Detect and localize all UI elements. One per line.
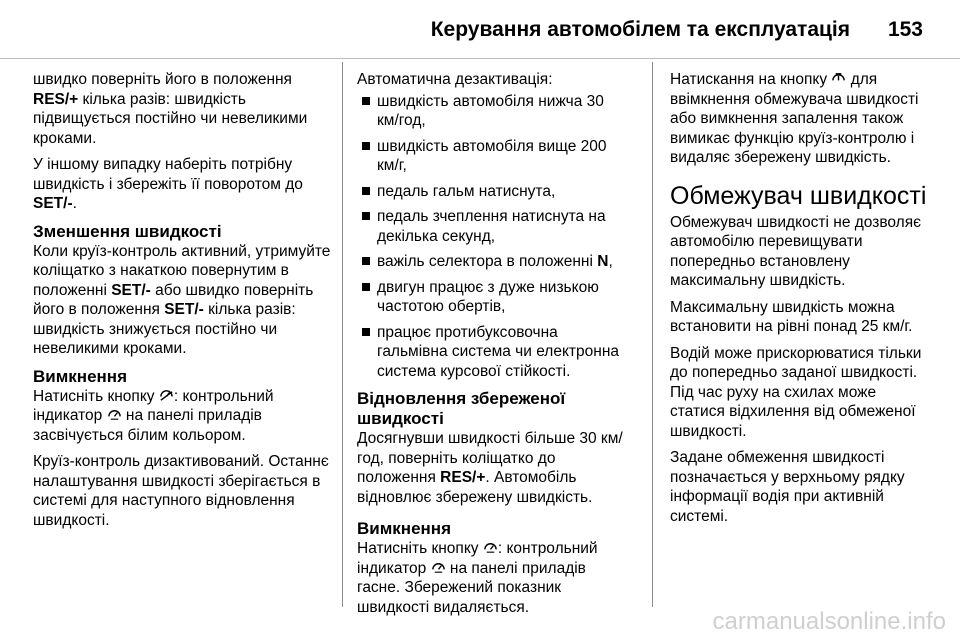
column-1 [33,70,333,537]
paragraph-restore-speed: Досягнувши швидкості більше 30 км/год, поверніть коліщатко до положення RES/+. Автомобіль відновлює збережену швидкість. [357,430,623,506]
paragraph-switch-off-2: Натисніть кнопку : контрольний індикатор на панелі приладів гасне. Збережений показник швидкості видаляється. [357,540,598,616]
heading-restore-speed: Відновлення збереженої швидкості [357,389,566,428]
paragraph-limiter-accelerate: Водій може прискорюватися тільки до попередньо заданої швидкості. Під час руху на схилах може статися відхилення від обмеженої швидкості. [670,344,922,440]
heading-switch-off: Вимкнення [33,366,127,386]
speed-limiter-button-icon [831,71,846,86]
paragraph-deactivated: Круїз-контроль дизактивований. Останнє налаштування швидкості зберігається в системі для наступного відновлення швидкості. [33,453,329,529]
heading-decrease-speed: Зменшення швидкості [33,221,222,241]
column-3 [670,70,932,533]
list-item: важіль селектора в положенні N, [357,252,627,272]
column-divider-1 [342,62,343,607]
paragraph-resume-step: швидко поверніть його в положення RES/+ кілька разів: швидкість підвищується постійно чи невеликими кроками. [33,71,308,147]
column-2 [357,70,627,624]
list-item: педаль зчеплення натиснута на декілька секунд, [357,207,627,246]
list-item: швидкість автомобіля нижча 30 км/год, [357,92,627,131]
list-item: педаль гальм натиснута, [357,182,627,202]
header-title: Керування автомобілем та експлуатація [430,18,850,41]
paragraph-limiter-intro: Обмежувач швидкості не дозволяє автомобілю перевищувати попередньо встановлену максимальну швидкість. [670,213,922,289]
deactivation-conditions-list [357,92,627,382]
header-divider [0,58,960,59]
cruise-off-button-icon [159,388,174,403]
watermark: carmanualsonline.info [712,608,946,635]
list-item: працює протибуксовочна гальмівна система чи електронна система курсової стійкості. [357,323,627,382]
paragraph-store-speed: У іншому випадку наберіть потрібну швидкість і збережіть її поворотом до SET/-. [33,156,303,212]
paragraph-limiter-max: Максимальну швидкість можна встановити на рівні понад 25 км/г. [670,298,913,335]
column-divider-2 [652,62,653,607]
page-header [0,0,960,58]
paragraph-limiter-button: Натискання на кнопку для ввімкнення обмежувача швидкості або вимкнення запалення також вимикає функцію круїз-контролю і видаляє збережену швидкість. [670,71,919,166]
list-item: двигун працює з дуже низькою частотою обертів, [357,278,627,317]
heading-switch-off-2: Вимкнення [357,519,451,538]
paragraph-limiter-display: Задане обмеження швидкості позначається у верхньому рядку інформації водія при активній системі. [670,449,905,525]
page-number: 153 [887,18,923,41]
cruise-control-indicator-icon [483,540,498,555]
list-item: швидкість автомобіля вище 200 км/г, [357,137,627,176]
paragraph-decrease-speed: Коли круїз-контроль активний, утримуйте коліщатко з накаткою повернутим в положенні SET/- або швидко поверніть його в положення SET/- кілька разів: швидкість знижується постійно чи невеликими кроками. [33,242,331,357]
cruise-control-indicator-icon [431,560,446,575]
paragraph-auto-deactivation: Автоматична дезактивація: [357,71,553,88]
heading-speed-limiter: Обмежувач швидкості [670,181,927,210]
paragraph-switch-off: Натисніть кнопку : контрольний індикатор на панелі приладів засвічується білим кольором. [33,387,274,444]
cruise-control-indicator-icon [107,407,122,422]
